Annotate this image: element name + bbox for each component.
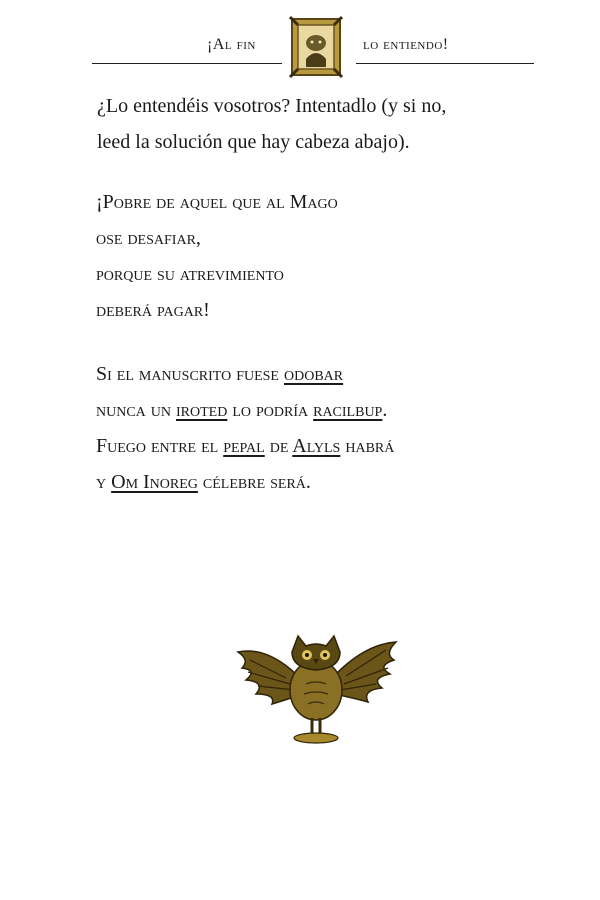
running-header-left: ¡Al fin [207,36,256,53]
running-header-right: lo entiendo! [363,36,449,53]
riddle-word: pepal [223,435,265,457]
header-rule-left [92,63,282,64]
riddle-word: Alyls [292,435,341,457]
owl-illustration [236,624,398,752]
verse-1 [96,184,338,328]
verse-2-line-1 [96,356,394,392]
verse-1-line-3: porque su atrevimiento [96,263,284,285]
framed-portrait-icon [288,13,344,79]
header-rule-right [356,63,534,64]
verse-2 [96,356,394,500]
text: Fuego entre el [96,435,224,457]
verse-1-line-2: ose desafiar, [96,227,201,249]
verse-1-line-4: deberá pagar! [96,299,210,321]
text: habrá [340,435,395,457]
verse-2-line-2 [96,392,394,428]
text: de [264,435,293,457]
verse-1-line-1: ¡Pobre de aquel que al Mago [96,191,338,213]
text: célebre será. [197,471,311,493]
intro-paragraph [97,88,446,160]
text: nunca un [96,399,176,421]
verse-2-line-4 [96,464,394,500]
text: y [96,471,112,493]
riddle-word: odobar [284,363,344,385]
text: Si el manuscrito fuese [96,363,284,385]
verse-2-line-3 [96,428,394,464]
riddle-word: iroted [176,399,228,421]
riddle-word: racilbup [313,399,383,421]
text: lo podría [227,399,314,421]
riddle-word: Om Inoreg [111,471,198,493]
text: . [382,399,388,421]
intro-line-2: leed la solución que hay cabeza abajo). [97,131,410,153]
intro-line-1: ¿Lo entendéis vosotros? Intentadlo (y si no, [97,95,447,117]
